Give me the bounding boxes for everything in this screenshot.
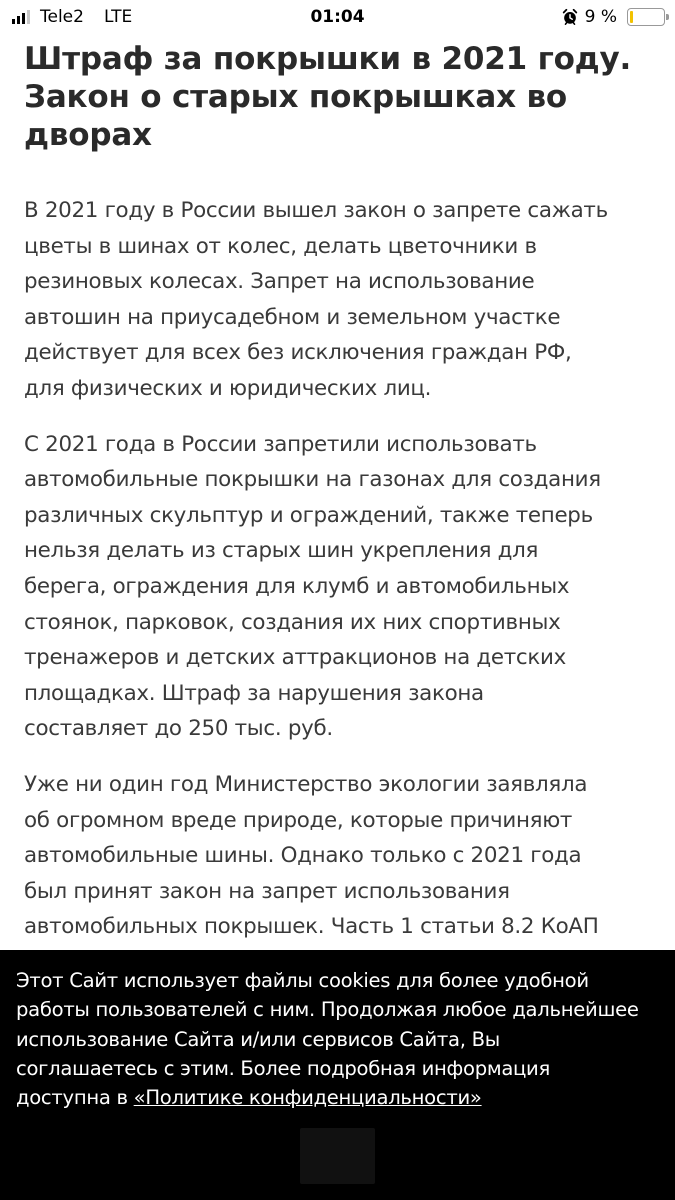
battery-fill <box>630 11 633 23</box>
alarm-icon <box>561 8 579 26</box>
cookie-message: Этот Сайт использует файлы cookies для более удобной работы пользователей с ним. Продолжая любое дальнейшее использование Сайта и/или сервисов Сайта, Вы соглашаетесь с этим. Более подробная информация доступна в <box>16 969 639 1110</box>
cookie-accept-button[interactable] <box>300 1128 375 1184</box>
privacy-policy-link[interactable]: «Политике конфиденциальности» <box>133 1086 482 1110</box>
article <box>24 40 654 945</box>
article-paragraph-1: В 2021 году в России вышел закон о запрете сажать цветы в шинах от колес, делать цветочники в резиновых колесах. Запрет на использование автошин на приусадебном и земельном участке действует для всех без исключения граждан РФ, для физических и юридических лиц. <box>24 198 608 401</box>
article-title: Штраф за покрышки в 2021 году. Закон о старых покрышках во дворах <box>24 41 632 153</box>
status-right <box>561 7 665 27</box>
battery-icon <box>627 8 665 26</box>
network-type: LTE <box>103 7 133 27</box>
cookie-text <box>16 966 666 1112</box>
article-paragraph-2: С 2021 года в России запретили использовать автомобильные покрышки на газонах для создания различных скульптур и ограждений, также теперь нельзя делать из старых шин укрепления для берега, ограждения для клумб и автомобильных стоянок, парковок, создания их них спортивных тренажеров и детских аттракционов на детских площадках. Штраф за нарушения закона составляет до 250 тыс. руб. <box>24 431 601 742</box>
status-bar <box>0 0 675 34</box>
cookie-banner <box>0 950 675 1200</box>
carrier-name: Tele2 <box>40 7 84 27</box>
status-time: 01:04 <box>310 7 365 27</box>
article-paragraph-3: Уже ни один год Министерство экологии заявляла об огромном вреде природе, которые причиняют автомобильные шины. Однако только с 2021 года был принят закон на запрет использования автомобильных покрышек. Часть 1 статьи 8.2 КоАП <box>24 771 599 940</box>
battery-percent: 9 % <box>584 7 617 27</box>
